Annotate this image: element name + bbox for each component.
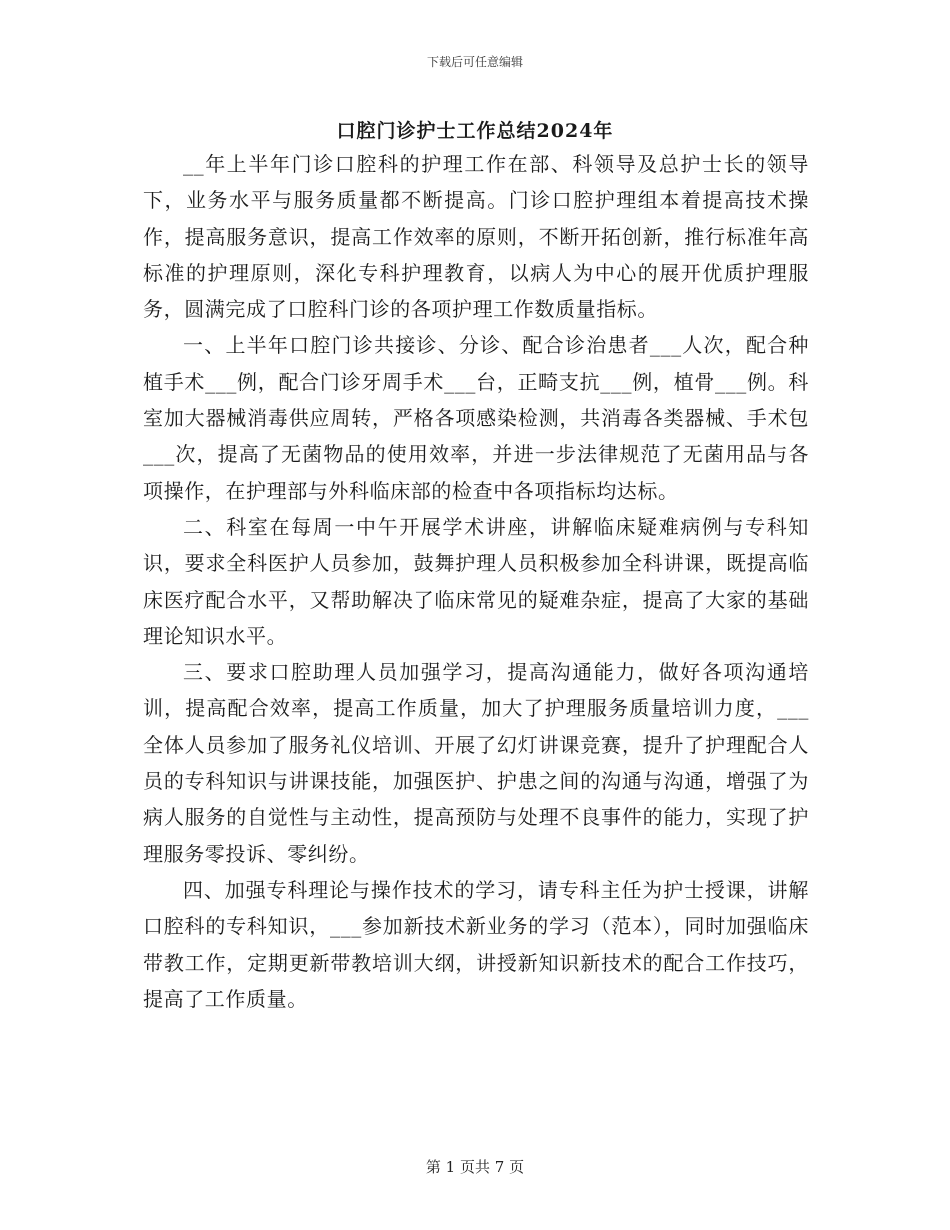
paragraph-section-4: 四、加强专科理论与操作技术的学习，请专科主任为护士授课，讲解口腔科的专科知识，___参加新技术新业务的学习（范本），同时加强临床带教工作，定期更新带教培训大纲，讲授新知识新技术的配合工作技巧，提高了工作质量。 — [143, 877, 809, 1011]
header-note: 下载后可任意编辑 — [426, 55, 523, 69]
document-body — [143, 146, 809, 1017]
paragraph-intro: __年上半年门诊口腔科的护理工作在部、科领导及总护士长的领导下，业务水平与服务质量都不断提高。门诊口腔护理组本着提高技术操作，提高服务意识，提高工作效率的原则，不断开拓创新，推行标准年高标准的护理原则，深化专科护理教育，以病人为中心的展开优质护理服务，圆满完成了口腔科门诊的各项护理工作数质量指标。 — [143, 152, 809, 322]
paragraph-section-3: 三、要求口腔助理人员加强学习，提高沟通能力，做好各项沟通培训，提高配合效率，提高工作质量，加大了护理服务质量培训力度，___全体人员参加了服务礼仪培训、开展了幻灯讲课竞赛，提升了护理配合人员的专科知识与讲课技能，加强医护、护患之间的沟通与沟通，增强了为病人服务的自觉性与主动性，提高预防与处理不良事件的能力，实现了护理服务零投诉、零纠纷。 — [143, 660, 809, 866]
paragraph-section-1: 一、上半年口腔门诊共接诊、分诊、配合诊治患者___人次，配合种植手术___例，配合门诊牙周手术___台，正畸支抗___例，植骨___例。科室加大器械消毒供应周转，严格各项感染检测，共消毒各类器械、手术包___次，提高了无菌物品的使用效率，并进一步法律规范了无菌用品与各项操作，在护理部与外科临床部的检查中各项指标均达标。 — [143, 333, 809, 503]
page-number: 第 1 页共 7 页 — [425, 1158, 525, 1176]
document-title: 口腔门诊护士工作总结2024年 — [336, 120, 614, 142]
paragraph-section-2: 二、科室在每周一中午开展学术讲座，讲解临床疑难病例与专科知识，要求全科医护人员参加，鼓舞护理人员积极参加全科讲课，既提高临床医疗配合水平，又帮助解决了临床常见的疑难杂症，提高了大家的基础理论知识水平。 — [143, 514, 809, 648]
